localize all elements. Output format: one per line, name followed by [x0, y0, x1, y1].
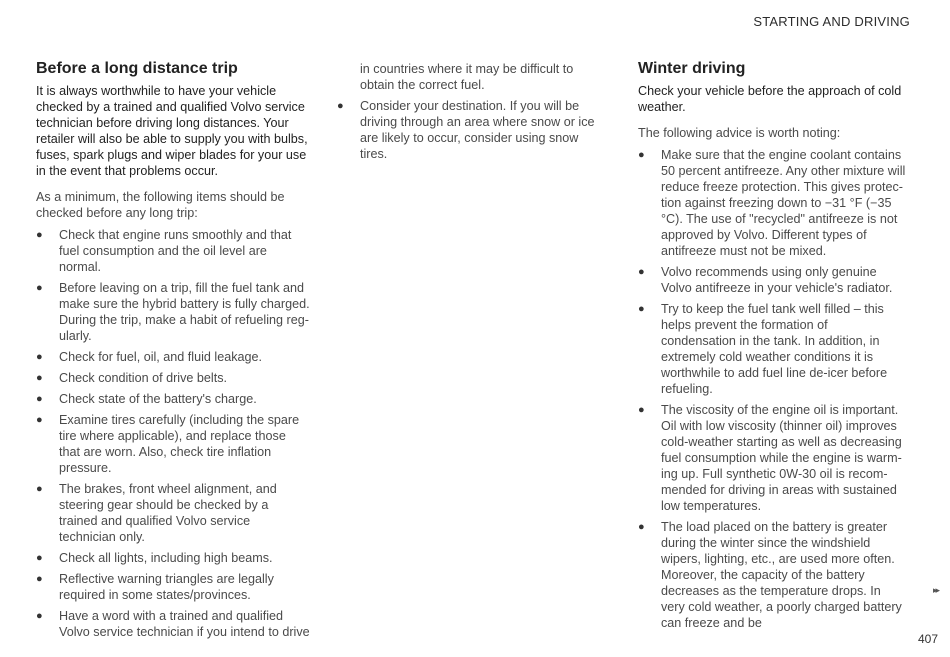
section-header: STARTING AND DRIVING [753, 14, 910, 29]
lead-paragraph: As a minimum, the following items should be checked before any long trip: [36, 190, 285, 220]
list-item: ● Check all lights, including high beams. [36, 551, 273, 565]
list-item: ● The load placed on the battery is greater during the winter since the windshield wipers, lighting, etc., are used more often. Moreover, the capacity of the battery decreases as the temperature drops. In very cold weather, a poorly charged battery can freeze and be [638, 520, 902, 630]
intro-paragraph: It is always worthwhile to have your vehicle checked by a trained and qualified Volvo service technician before driving long distances. Your retailer will also be able to supply you with bulbs, fuses, spark plugs and wiper blades for your use in the event that problems occur. [36, 84, 308, 178]
bullet-icon: ● [36, 372, 43, 384]
list-item: ● Try to keep the fuel tank well filled – this helps prevent the formation of condensation in the tank. In addition, in extremely cold weather conditions it is worthwhile to add fuel line de-icer before refueling. [638, 302, 888, 396]
list-item: ● Check condition of drive belts. [36, 371, 228, 385]
bullet-icon: ● [36, 610, 43, 622]
intro-paragraph: Check your vehicle before the approach of cold weather. [638, 84, 902, 114]
column-long-distance-trip [36, 59, 310, 645]
column-continuation [337, 61, 605, 167]
winter-advice-list [638, 147, 906, 631]
list-item: ● Volvo recommends using only genuine Volvo antifreeze in your vehicle's radiator. [638, 265, 893, 295]
bullet-icon: ● [36, 414, 43, 426]
bullet-icon: ● [36, 483, 43, 495]
list-item: ● Examine tires carefully (including the spare tire where applicable), and replace those that are worn. Also, check tire inflation pressure. [36, 413, 300, 475]
page-number: 407 [917, 632, 938, 646]
lead-paragraph: The following advice is worth noting: [638, 126, 841, 140]
continue-arrow-icon: ▸▸ [932, 585, 938, 595]
bullet-icon: ● [638, 521, 645, 533]
bullet-icon: ● [337, 100, 344, 112]
list-item: ● Check state of the battery's charge. [36, 392, 257, 406]
bullet-icon: ● [638, 266, 645, 278]
list-item: ● Reflective warning triangles are legally required in some states/provinces. [36, 572, 274, 602]
list-item: ● Make sure that the engine coolant contains 50 percent antifreeze. Any other mixture will reduce freeze protection. This gives protection against freezing down to −31 °F (−35 °C). The use of "recycled" antifreeze is not approved by Volvo. Different types of antifreeze must not be mixed. [638, 148, 906, 258]
list-item: ● The brakes, front wheel alignment, and steering gear should be checked by a trained and qualified Volvo service technician only. [36, 482, 277, 544]
checklist [36, 227, 310, 640]
bullet-icon: ● [638, 149, 645, 161]
list-item: ● Before leaving on a trip, fill the fuel tank and make sure the hybrid battery is fully charged. During the trip, make a habit of refueling regularly. [36, 281, 310, 343]
list-item: ● Have a word with a trained and qualified Volvo service technician if you intend to drive [36, 609, 310, 639]
bullet-icon: ● [36, 552, 43, 564]
checklist-continued [337, 98, 605, 162]
list-item: ● Consider your destination. If you will be driving through an area where snow or ice are likely to occur, consider using snow tires. [337, 99, 595, 161]
list-item: ● Check that engine runs smoothly and that fuel consumption and the oil level are normal. [36, 228, 292, 274]
heading-long-distance-trip: Before a long distance trip [36, 60, 238, 77]
bullet-icon: ● [638, 404, 645, 416]
bullet-icon: ● [36, 229, 43, 241]
bullet-icon: ● [36, 393, 43, 405]
list-item: ● The viscosity of the engine oil is important. Oil with low viscosity (thinner oil) improves cold-weather starting as well as decreasing fuel consumption while the engine is warming up. Full synthetic 0W-30 oil is recommended for driving in areas with sustained low temperatures. [638, 403, 902, 513]
bullet-icon: ● [638, 303, 645, 315]
bullet-icon: ● [36, 351, 43, 363]
list-item: ● Check for fuel, oil, and fluid leakage. [36, 350, 263, 364]
bullet-icon: ● [36, 573, 43, 585]
continued-text: in countries where it may be difficult to obtain the correct fuel. [360, 62, 574, 92]
column-winter-driving [638, 59, 906, 636]
bullet-icon: ● [36, 282, 43, 294]
heading-winter-driving: Winter driving [638, 60, 746, 77]
